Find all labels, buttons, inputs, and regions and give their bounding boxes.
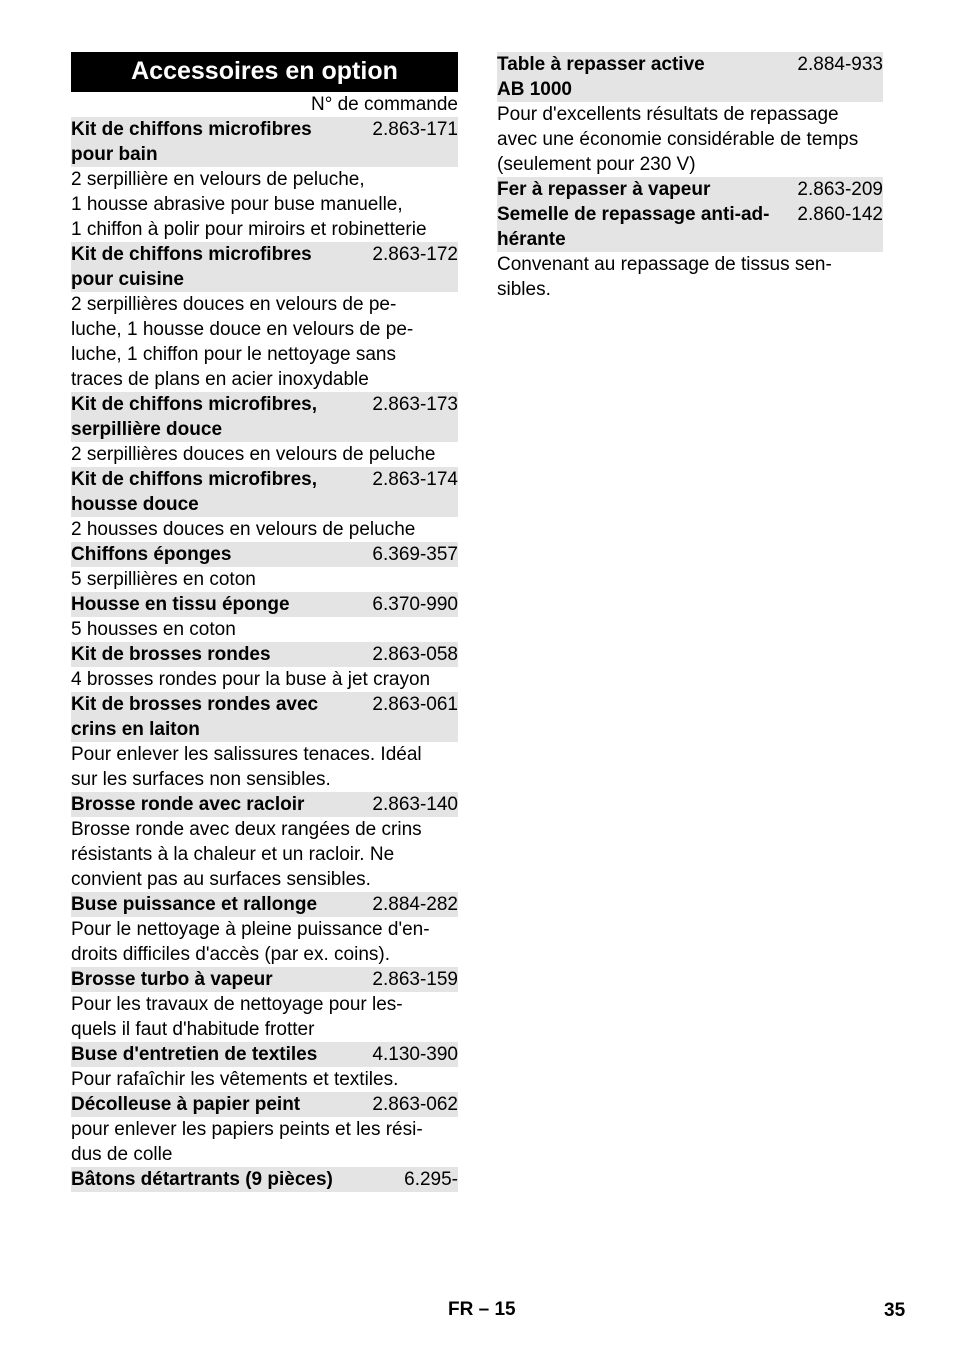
order-number: 6.295- [404, 1169, 458, 1190]
order-number: 2.860-142 [797, 204, 883, 225]
page-number: 35 [884, 1300, 906, 1321]
accessory-name: Buse d'entretien de textiles [71, 1044, 318, 1065]
order-number: 6.370-990 [372, 594, 458, 615]
accessory-row [71, 967, 458, 992]
accessory-name: Kit de chiffons microfibres pour bain [71, 119, 312, 165]
order-number: 2.863-172 [372, 244, 458, 265]
accessory-row [71, 892, 458, 917]
accessory-description: pour enlever les papiers peints et les rési- dus de colle [71, 1119, 423, 1165]
accessory-name: Housse en tissu éponge [71, 594, 290, 615]
accessory-description: 5 serpillières en coton [71, 569, 256, 590]
accessory-name: Buse puissance et rallonge [71, 894, 318, 915]
accessory-name: Chiffons éponges [71, 544, 232, 565]
order-number: 2.884-933 [797, 54, 883, 75]
accessory-description: Brosse ronde avec deux rangées de crins résistants à la chaleur et un racloir. Ne convient pas au surfaces sensibles. [71, 819, 422, 890]
accessory-description: 2 serpillières douces en velours de pe- luche, 1 housse douce en velours de pe- luche, 1 chiffon pour le nettoyage sans traces de plans en acier inoxydable [71, 294, 414, 390]
accessory-name: Kit de brosses rondes avec crins en laiton [71, 694, 319, 740]
order-number: 2.863-171 [372, 119, 458, 140]
accessory-description: Pour rafaîchir les vêtements et textiles. [71, 1069, 399, 1090]
order-number: 2.863-209 [797, 179, 883, 200]
accessory-row [71, 792, 458, 817]
order-number: 2.863-140 [372, 794, 458, 815]
accessory-row [497, 202, 883, 252]
accessory-row [71, 1042, 458, 1067]
accessory-name: Semelle de repassage anti-ad- hérante [497, 204, 770, 250]
accessory-row [71, 467, 458, 517]
accessory-description: 5 housses en coton [71, 619, 236, 640]
right-item-list [497, 52, 883, 302]
accessory-row [71, 542, 458, 567]
accessory-description: 2 serpillières douces en velours de peluche [71, 444, 436, 465]
accessory-row [497, 177, 883, 202]
order-number: 6.369-357 [372, 544, 458, 565]
accessory-description: 2 housses douces en velours de peluche [71, 519, 416, 540]
order-number: 2.863-058 [372, 644, 458, 665]
accessory-row [71, 242, 458, 292]
accessory-row [71, 1092, 458, 1117]
accessory-name: Brosse ronde avec racloir [71, 794, 305, 815]
accessory-row [71, 692, 458, 742]
order-number: 4.130-390 [372, 1044, 458, 1065]
accessory-description: Pour les travaux de nettoyage pour les- quels il faut d'habitude frotter [71, 994, 403, 1040]
accessory-description: Pour d'excellents résultats de repassage avec une économie considérable de temps (seulement pour 230 V) [497, 104, 859, 175]
accessory-row [71, 392, 458, 442]
accessory-name: Kit de chiffons microfibres, housse douce [71, 469, 317, 515]
left-item-list [71, 117, 458, 1192]
accessory-row [71, 117, 458, 167]
accessory-name: Bâtons détartrants (9 pièces) [71, 1169, 333, 1190]
accessory-row [71, 592, 458, 617]
right-column [497, 52, 883, 302]
section-title: Accessoires en option [71, 52, 458, 92]
accessory-description: 4 brosses rondes pour la buse à jet crayon [71, 669, 431, 690]
accessory-description: Pour le nettoyage à pleine puissance d'en- droits difficiles d'accès (par ex. coins). [71, 919, 430, 965]
accessory-name: Kit de brosses rondes [71, 644, 271, 665]
accessory-name: Brosse turbo à vapeur [71, 969, 273, 990]
accessory-description: Pour enlever les salissures tenaces. Idéal sur les surfaces non sensibles. [71, 744, 422, 790]
accessory-row [497, 52, 883, 102]
order-number: 2.863-062 [372, 1094, 458, 1115]
accessory-row [71, 1167, 458, 1192]
accessory-name: Kit de chiffons microfibres, serpillière douce [71, 394, 317, 440]
accessory-description: 2 serpillière en velours de peluche, 1 housse abrasive pour buse manuelle, 1 chiffon à polir pour miroirs et robinetterie [71, 169, 427, 240]
left-column [71, 52, 458, 1192]
accessory-row [71, 642, 458, 667]
accessory-name: Kit de chiffons microfibres pour cuisine [71, 244, 312, 290]
order-number-header: N° de commande [311, 94, 458, 115]
accessory-description: Convenant au repassage de tissus sen- sibles. [497, 254, 832, 300]
order-number: 2.863-174 [372, 469, 458, 490]
accessory-name: Fer à repasser à vapeur [497, 179, 711, 200]
order-number: 2.884-282 [372, 894, 458, 915]
footer-section-code: FR – 15 [448, 1299, 516, 1320]
accessory-name: Table à repasser active AB 1000 [497, 54, 705, 100]
order-number: 2.863-061 [372, 694, 458, 715]
order-number: 2.863-173 [372, 394, 458, 415]
accessory-name: Décolleuse à papier peint [71, 1094, 301, 1115]
order-number: 2.863-159 [372, 969, 458, 990]
